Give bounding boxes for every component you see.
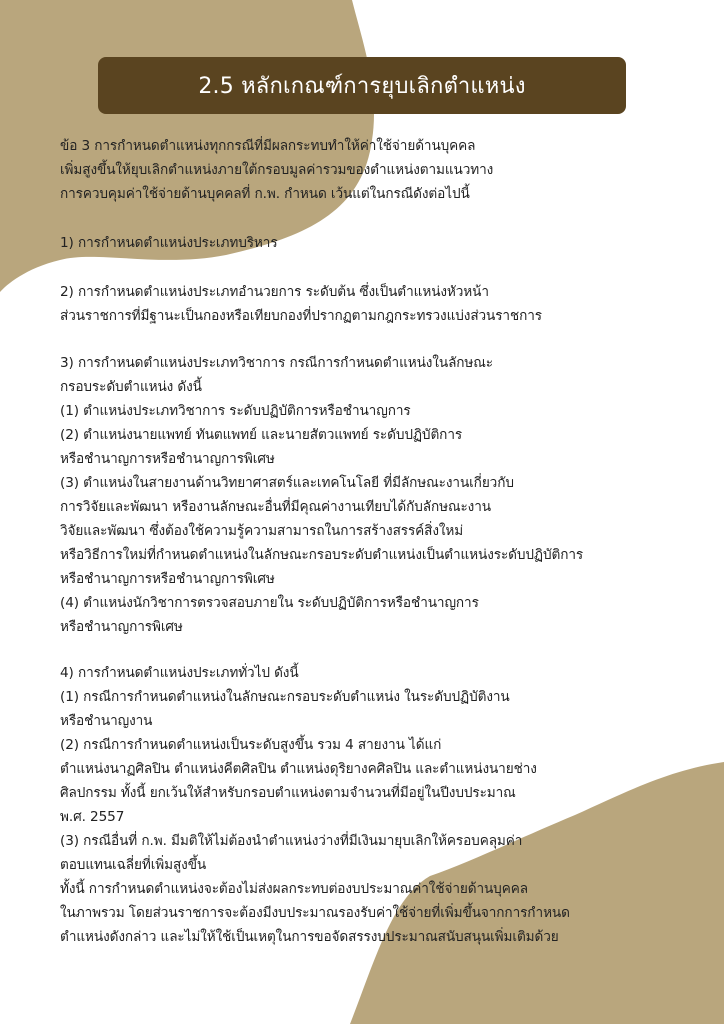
text-line: 1) การกำหนดตำแหน่งประเภทบริหาร: [60, 235, 278, 251]
text-line: ศิลปกรรม ทั้งนี้ ยกเว้นให้สำหรับกรอบตำแหน่งตามจำนวนที่มีอยู่ในปีงบประมาณ: [60, 785, 516, 801]
text-line: พ.ศ. 2557: [60, 809, 125, 825]
text-line: หรือชำนาญงาน: [60, 713, 153, 729]
text-line: (4) ตำแหน่งนักวิชาการตรวจสอบภายใน ระดับปฏิบัติการหรือชำนาญการ: [60, 595, 479, 611]
page-title: 2.5 หลักเกณฑ์การยุบเลิกตำแหน่ง: [198, 74, 526, 99]
text-line: (1) กรณีการกำหนดตำแหน่งในลักษณะกรอบระดับตำแหน่ง ในระดับปฏิบัติงาน: [60, 689, 510, 705]
text-line: หรือวิธีการใหม่ที่กำหนดตำแหน่งในลักษณะกรอบระดับตำแหน่งเป็นตำแหน่งระดับปฏิบัติการ: [60, 547, 584, 563]
text-line: 4) การกำหนดตำแหน่งประเภททั่วไป ดังนี้: [60, 665, 299, 681]
text-line: (3) ตำแหน่งในสายงานด้านวิทยาศาสตร์และเทคโนโลยี ที่มีลักษณะงานเกี่ยวกับ: [60, 475, 514, 491]
text-line: ข้อ 3 การกำหนดตำแหน่งทุกกรณีที่มีผลกระทบทำให้ค่าใช้จ่ายด้านบุคคล: [60, 138, 476, 154]
text-line: (3) กรณีอื่นที่ ก.พ. มีมติให้ไม่ต้องนำตำแหน่งว่างที่มีเงินมายุบเลิกให้ครอบคลุมค่า: [60, 833, 523, 849]
text-line: (1) ตำแหน่งประเภทวิชาการ ระดับปฏิบัติการหรือชำนาญการ: [60, 403, 411, 419]
text-line: กรอบระดับตำแหน่ง ดังนี้: [60, 379, 202, 395]
text-line: การวิจัยและพัฒนา หรืองานลักษณะอื่นที่มีคุณค่างานเทียบได้กับลักษณะงาน: [60, 499, 491, 515]
text-line: 2) การกำหนดตำแหน่งประเภทอำนวยการ ระดับต้น ซึ่งเป็นตำแหน่งหัวหน้า: [60, 284, 489, 300]
text-line: (2) กรณีการกำหนดตำแหน่งเป็นระดับสูงขึ้น รวม 4 สายงาน ได้แก่: [60, 737, 442, 753]
text-line: ตำแหน่งนาฏศิลปิน ตำแหน่งคีตศิลปิน ตำแหน่งดุริยางคศิลปิน และตำแหน่งนายช่าง: [60, 761, 537, 777]
text-line: ในภาพรวม โดยส่วนราชการจะต้องมีงบประมาณรองรับค่าใช้จ่ายที่เพิ่มขึ้นจากการกำหนด: [60, 905, 570, 921]
text-line: หรือชำนาญการหรือชำนาญการพิเศษ: [60, 451, 275, 467]
text-line: หรือชำนาญการพิเศษ: [60, 619, 183, 635]
text-line: ทั้งนี้ การกำหนดตำแหน่งจะต้องไม่ส่งผลกระทบต่องบประมาณค่าใช้จ่ายด้านบุคคล: [60, 881, 528, 897]
text-line: ส่วนราชการที่มีฐานะเป็นกองหรือเทียบกองที่ปรากฏตามกฎกระทรวงแบ่งส่วนราชการ: [60, 308, 542, 324]
text-line: ตำแหน่งดังกล่าว และไม่ให้ใช้เป็นเหตุในการขอจัดสรรงบประมาณสนับสนุนเพิ่มเติมด้วย: [60, 929, 559, 945]
text-line: ตอบแทนเฉลี่ยที่เพิ่มสูงขึ้น: [60, 857, 207, 873]
text-line: 3) การกำหนดตำแหน่งประเภทวิชาการ กรณีการกำหนดตำแหน่งในลักษณะ: [60, 355, 494, 371]
text-line: หรือชำนาญการหรือชำนาญการพิเศษ: [60, 571, 275, 587]
text-line: วิจัยและพัฒนา ซึ่งต้องใช้ความรู้ความสามารถในการสร้างสรรค์สิ่งใหม่: [60, 523, 464, 539]
text-line: (2) ตำแหน่งนายแพทย์ ทันตแพทย์ และนายสัตวแพทย์ ระดับปฏิบัติการ: [60, 427, 463, 443]
text-line: การควบคุมค่าใช้จ่ายด้านบุคคลที่ ก.พ. กำหนด เว้นแต่ในกรณีดังต่อไปนี้: [60, 186, 470, 202]
text-line: เพิ่มสูงขึ้นให้ยุบเลิกตำแหน่งภายใต้กรอบมูลค่ารวมของตำแหน่งตามแนวทาง: [60, 162, 494, 178]
